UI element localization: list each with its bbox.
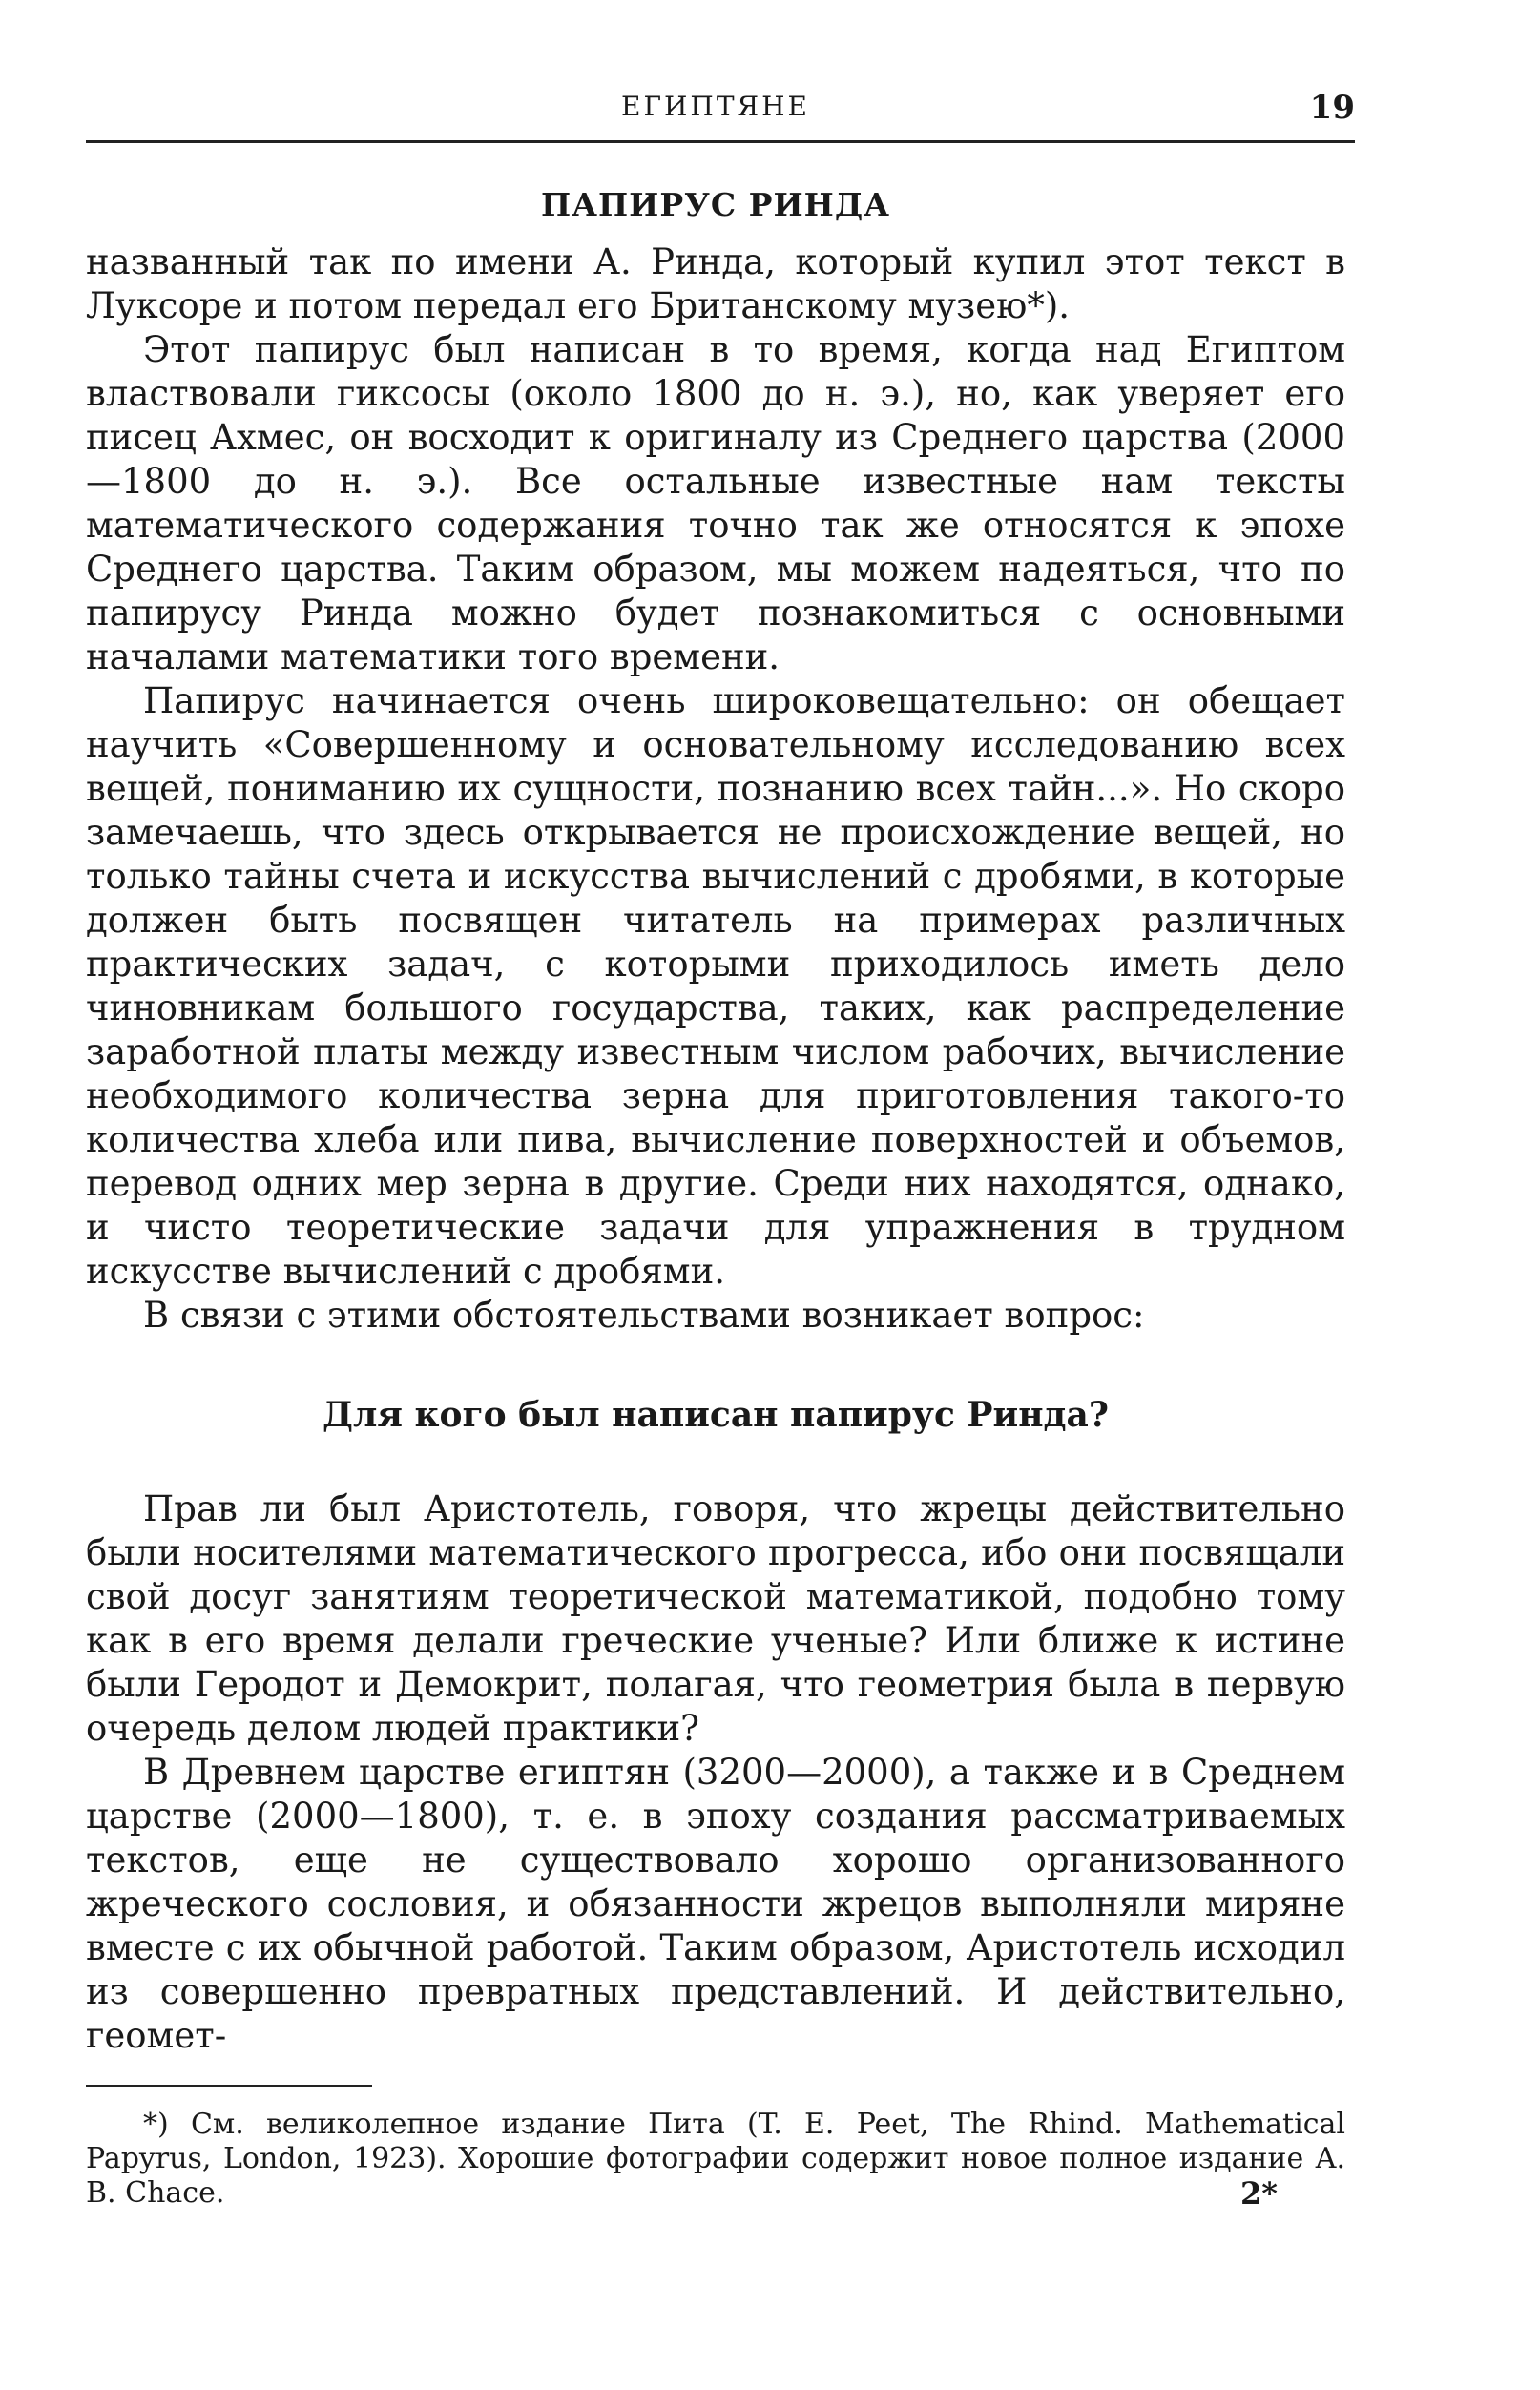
paragraph: В Древнем царстве египтян (3200—2000), а также и в Среднем царстве (2000—1800), т. е. в эпоху создания рассматриваемых текстов, еще не существовало хорошо организованного жреческого сословия, и обязанности жрецов выполняли миряне вместе с их обычной работой. Таким образом, Аристотель исходил из совершенно превратных представлений. И действительно, геомет- bbox=[86, 1752, 1345, 2056]
paragraph-continuation: названный так по имени А. Ринда, который купил этот текст в Луксоре и потом передал его Британскому музею*). bbox=[86, 241, 1345, 326]
paragraph: В связи с этими обстоятельствами возникает вопрос: bbox=[143, 1295, 1145, 1336]
paragraph: Папирус начинается очень широковещательно: он обещает научить «Совершенному и основательному исследованию всех вещей, пониманию их сущности, познанию всех тайн...». Но скоро замечаешь, что здесь открывается не происхождение вещей, но только тайны счета и искусства вычислений с дробями, в которые должен быть посвящен читатель на примерах различных практических задач, с которыми приходилось иметь дело чиновникам большого государства, таких, как распределение заработной платы между известным числом рабочих, вычисление необходимого количества зерна для приготовления такого-то количества хлеба или пива, вычисление поверхностей и объемов, перевод одних мер зерна в другие. Среди них находятся, однако, и чисто теоретические задачи для упражнения в трудном искусстве вычислений с дробями. bbox=[86, 680, 1345, 1292]
header-rule bbox=[86, 140, 1355, 143]
book-page bbox=[86, 89, 1355, 2211]
subsection-heading: Для кого был написан папирус Ринда? bbox=[323, 1395, 1109, 1435]
section-heading: ПАПИРУС РИНДА bbox=[540, 186, 891, 223]
paragraph: Этот папирус был написан в то время, когда над Египтом властвовали гиксосы (около 1800 до н. э.), но, как уверяет его писец Ахмес, он восходит к оригиналу из Среднего царства (2000—1800 до н. э.). Все остальные известные нам тексты математического содержания точно так же относятся к эпохе Среднего царства. Таким образом, мы можем надеяться, что по папирусу Ринда можно будет познакомиться с основными началами математики того времени. bbox=[86, 329, 1345, 677]
paragraph: Прав ли был Аристотель, говоря, что жрецы действительно были носителями математического прогресса, ибо они посвящали свой досуг занятиям теоретической математикой, подобно тому как в его время делали греческие ученые? Или ближе к истине были Геродот и Демокрит, полагая, что геометрия была в первую очередь делом людей практики? bbox=[86, 1488, 1345, 1749]
running-title: ЕГИПТЯНЕ bbox=[621, 91, 810, 122]
footnote-rule bbox=[86, 2085, 372, 2087]
page-header bbox=[86, 89, 1355, 148]
signature-mark: 2* bbox=[1240, 2175, 1278, 2212]
page-number: 19 bbox=[1309, 89, 1355, 127]
footnote: *) См. великолепное издание Пита (T. E. Peet, The Rhind. Mathematical Papyrus, London, 1923). Хорошие фотографии содержит новое полное издание A. B. Chace. bbox=[86, 2108, 1345, 2210]
